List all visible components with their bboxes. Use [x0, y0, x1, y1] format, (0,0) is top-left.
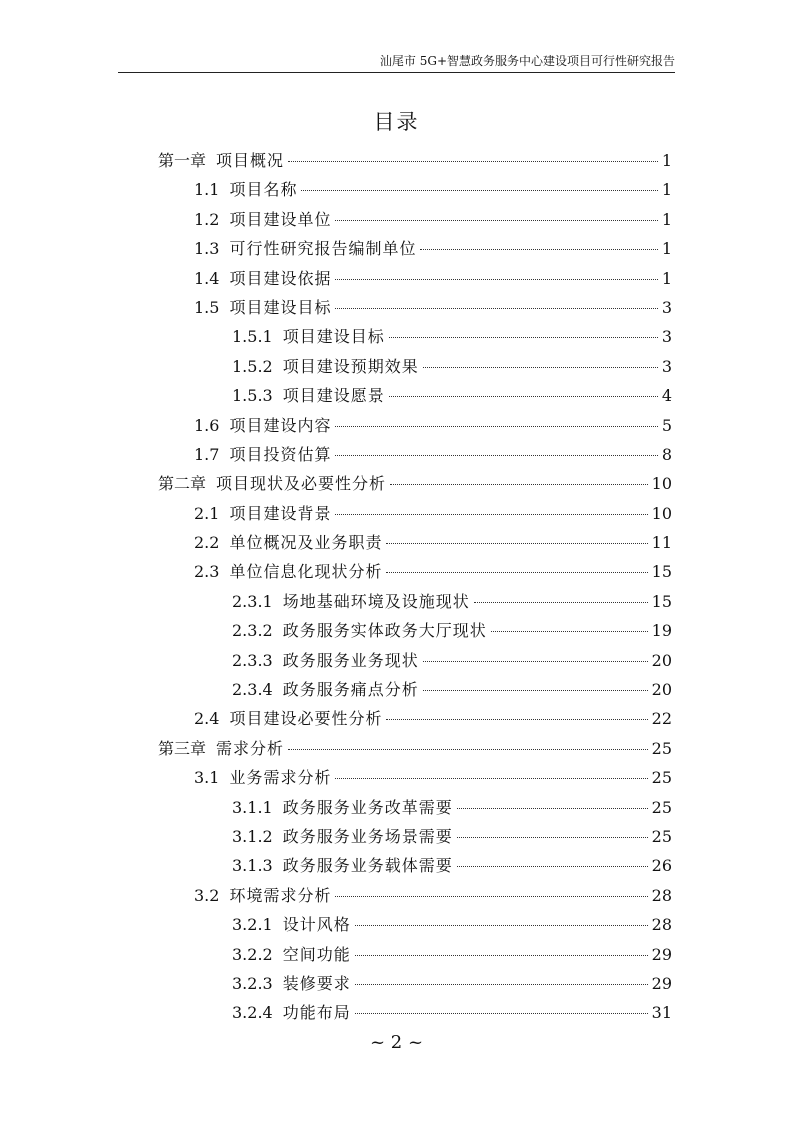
dot-leader: [390, 484, 648, 485]
toc-entry-page: 3: [661, 297, 672, 317]
dot-leader: [288, 161, 658, 162]
table-of-contents: [158, 148, 672, 1030]
toc-entry[interactable]: [158, 883, 672, 912]
dot-leader: [389, 337, 658, 338]
toc-entry-number: 2.3.4: [232, 680, 273, 700]
toc-title: 目录: [373, 110, 420, 134]
toc-entry[interactable]: [158, 559, 672, 588]
toc-entry-number: 1.5.1: [232, 327, 273, 347]
toc-entry-number: 2.2: [194, 533, 220, 553]
toc-entry-number: 2.1: [194, 503, 220, 523]
toc-entry-label: 项目建设单位: [229, 209, 332, 229]
toc-entry-number: 1.7: [194, 444, 220, 464]
toc-entry[interactable]: [158, 589, 672, 618]
toc-entry-page: 1: [661, 268, 672, 288]
dot-leader: [355, 984, 648, 985]
toc-entry-page: 1: [661, 151, 672, 170]
toc-entry-label: 可行性研究报告编制单位: [229, 239, 417, 259]
toc-entry-page: 20: [651, 680, 672, 700]
toc-entry-label: 场地基础环境及设施现状: [282, 591, 470, 611]
toc-entry-number: 3.2.4: [232, 1003, 273, 1023]
toc-entry-label: 政务服务业务现状: [282, 650, 419, 670]
toc-entry-number: 3.2.1: [232, 915, 273, 935]
toc-entry-number: 1.2: [194, 209, 220, 229]
toc-entry-label: 政务服务业务改革需要: [282, 797, 453, 817]
toc-entry-number: 3.1.1: [232, 797, 273, 817]
dot-leader: [386, 719, 647, 720]
dot-leader: [288, 749, 648, 750]
dot-leader: [335, 220, 657, 221]
toc-entry[interactable]: [158, 177, 672, 206]
toc-entry-page: 10: [651, 503, 672, 523]
toc-entry-label: 功能布局: [282, 1003, 351, 1023]
dot-leader: [355, 955, 648, 956]
toc-entry-label: 项目建设内容: [229, 415, 332, 435]
toc-entry-page: 25: [651, 797, 672, 817]
toc-entry[interactable]: [158, 1000, 672, 1029]
toc-entry[interactable]: [158, 736, 672, 765]
dot-leader: [355, 1013, 648, 1014]
toc-entry-page: 10: [651, 474, 672, 494]
toc-entry-number: 3.2: [194, 885, 220, 905]
toc-entry[interactable]: [158, 501, 672, 530]
toc-entry-page: 29: [651, 973, 672, 993]
toc-entry-number: 3.2.3: [232, 973, 273, 993]
toc-entry-number: 2.3.3: [232, 650, 273, 670]
toc-entry-number: 第二章: [158, 474, 207, 494]
toc-entry-label: 空间功能: [282, 944, 351, 964]
toc-entry[interactable]: [158, 853, 672, 882]
toc-entry-label: 政务服务痛点分析: [282, 680, 419, 700]
dot-leader: [335, 426, 657, 427]
toc-entry-label: 政务服务业务场景需要: [282, 826, 453, 846]
toc-entry-page: 22: [651, 709, 672, 729]
dot-leader: [335, 455, 657, 456]
toc-entry[interactable]: [158, 706, 672, 735]
toc-entry-number: 1.5.2: [232, 356, 273, 376]
toc-entry[interactable]: [158, 618, 672, 647]
dot-leader: [420, 249, 657, 250]
toc-entry[interactable]: [158, 148, 672, 177]
toc-entry-label: 业务需求分析: [229, 768, 332, 788]
toc-entry[interactable]: [158, 912, 672, 941]
toc-entry-number: 3.2.2: [232, 944, 273, 964]
toc-entry-label: 项目投资估算: [229, 444, 332, 464]
toc-entry-page: 3: [661, 327, 672, 347]
toc-entry-label: 需求分析: [216, 738, 285, 758]
dot-leader: [301, 190, 657, 191]
toc-entry-number: 1.5.3: [232, 386, 273, 406]
toc-entry-label: 项目建设依据: [229, 268, 332, 288]
running-header: 汕尾市 5G+智慧政务服务中心建设项目可行性研究报告: [118, 50, 675, 73]
toc-entry-page: 19: [651, 621, 672, 641]
toc-entry-page: 26: [651, 856, 672, 876]
toc-entry-page: 25: [651, 768, 672, 788]
toc-entry-number: 1.3: [194, 239, 220, 259]
dot-leader: [335, 514, 647, 515]
toc-entry-number: 第一章: [158, 151, 207, 170]
toc-entry[interactable]: [158, 530, 672, 559]
dot-leader: [386, 572, 647, 573]
dot-leader: [335, 778, 647, 779]
toc-entry-page: 1: [661, 180, 672, 200]
toc-entry-number: 1.6: [194, 415, 220, 435]
toc-entry-page: 28: [651, 885, 672, 905]
toc-entry[interactable]: [158, 471, 672, 500]
toc-entry-label: 单位信息化现状分析: [229, 562, 383, 582]
toc-entry[interactable]: [158, 383, 672, 412]
toc-entry[interactable]: [158, 295, 672, 324]
toc-entry-page: 1: [661, 239, 672, 259]
toc-entry[interactable]: [158, 413, 672, 442]
toc-entry-page: 15: [651, 562, 672, 582]
toc-entry-number: 1.5: [194, 297, 220, 317]
toc-entry-number: 2.3: [194, 562, 220, 582]
toc-entry-page: 25: [651, 826, 672, 846]
toc-entry-label: 环境需求分析: [229, 885, 332, 905]
toc-entry-page: 11: [651, 533, 672, 553]
toc-entry-label: 政务服务业务载体需要: [282, 856, 453, 876]
toc-entry[interactable]: [158, 442, 672, 471]
toc-entry-page: 28: [651, 915, 672, 935]
dot-leader: [423, 367, 658, 368]
toc-entry-number: 3.1.2: [232, 826, 273, 846]
toc-entry[interactable]: [158, 677, 672, 706]
toc-entry-label: 装修要求: [282, 973, 351, 993]
toc-entry[interactable]: [158, 354, 672, 383]
toc-entry-page: 3: [661, 356, 672, 376]
toc-entry[interactable]: [158, 765, 672, 794]
toc-entry-label: 项目建设预期效果: [282, 356, 419, 376]
toc-entry[interactable]: [158, 795, 672, 824]
toc-entry-page: 4: [661, 386, 672, 406]
toc-entry[interactable]: [158, 942, 672, 971]
dot-leader: [386, 543, 647, 544]
toc-entry-number: 2.4: [194, 709, 220, 729]
toc-entry-number: 第三章: [158, 738, 207, 758]
toc-entry-label: 项目建设背景: [229, 503, 332, 523]
dot-leader: [457, 837, 648, 838]
dot-leader: [355, 925, 648, 926]
page-number: ~ 2 ~: [369, 1032, 424, 1053]
toc-entry-label: 项目名称: [229, 180, 298, 200]
dot-leader: [491, 631, 648, 632]
dot-leader: [457, 808, 648, 809]
toc-entry-page: 25: [651, 738, 672, 758]
toc-entry-label: 项目现状及必要性分析: [216, 474, 387, 494]
dot-leader: [423, 690, 648, 691]
dot-leader: [335, 896, 647, 897]
dot-leader: [474, 602, 648, 603]
toc-entry[interactable]: [158, 648, 672, 677]
toc-entry-label: 项目建设目标: [282, 327, 385, 347]
toc-entry-number: 1.1: [194, 180, 220, 200]
toc-entry[interactable]: [158, 236, 672, 265]
toc-entry-page: 31: [651, 1003, 672, 1023]
toc-entry-label: 项目建设目标: [229, 297, 332, 317]
toc-entry-number: 3.1.3: [232, 856, 273, 876]
toc-entry-label: 项目建设必要性分析: [229, 709, 383, 729]
toc-entry-label: 设计风格: [282, 915, 351, 935]
dot-leader: [389, 396, 658, 397]
toc-entry-page: 1: [661, 209, 672, 229]
toc-entry-label: 单位概况及业务职责: [229, 533, 383, 553]
dot-leader: [457, 866, 648, 867]
toc-entry-label: 项目概况: [216, 151, 285, 170]
dot-leader: [335, 279, 657, 280]
toc-entry[interactable]: [158, 971, 672, 1000]
toc-entry[interactable]: [158, 324, 672, 353]
toc-entry-page: 5: [661, 415, 672, 435]
toc-entry-label: 政务服务实体政务大厅现状: [282, 621, 487, 641]
toc-entry-label: 项目建设愿景: [282, 386, 385, 406]
toc-entry[interactable]: [158, 266, 672, 295]
toc-entry-page: 8: [661, 444, 672, 464]
toc-entry-number: 2.3.2: [232, 621, 273, 641]
toc-entry-page: 20: [651, 650, 672, 670]
toc-entry[interactable]: [158, 207, 672, 236]
toc-entry[interactable]: [158, 824, 672, 853]
toc-entry-page: 29: [651, 944, 672, 964]
dot-leader: [335, 308, 657, 309]
dot-leader: [423, 661, 648, 662]
toc-entry-number: 1.4: [194, 268, 220, 288]
toc-entry-page: 15: [651, 591, 672, 611]
toc-entry-number: 3.1: [194, 768, 220, 788]
toc-entry-number: 2.3.1: [232, 591, 273, 611]
